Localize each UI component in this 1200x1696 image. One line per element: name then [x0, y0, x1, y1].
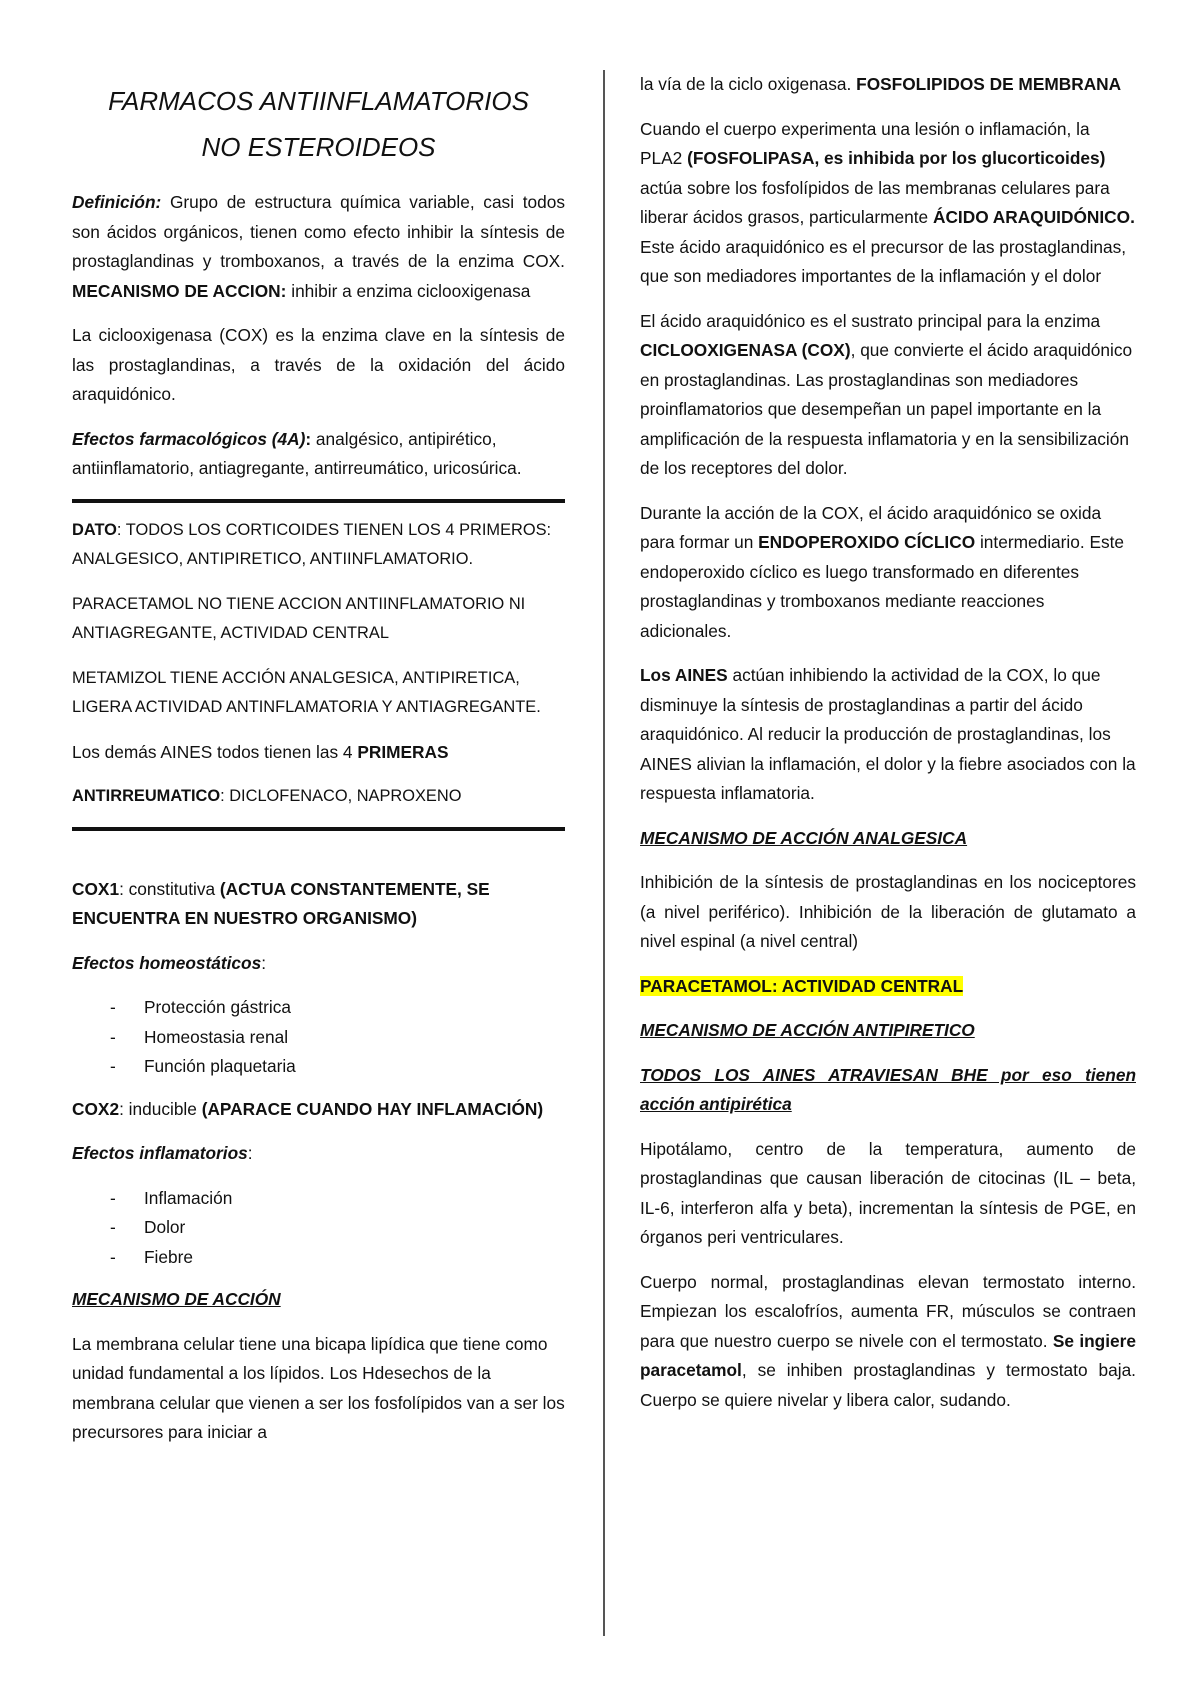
- lesion-paragraph: [640, 115, 1136, 292]
- effects-text: analgésico, antipirético, antiinflamatorio, antiagregante, antirreumático, uricosúrica.: [72, 428, 522, 478]
- section-divider-bottom: [72, 827, 565, 831]
- column-divider: [603, 70, 605, 1636]
- paracetamol-highlight-paragraph: [640, 972, 1136, 1002]
- during-text-a: Durante la acción de la COX, el ácido araquidónico se oxida para formar un: [640, 502, 1102, 552]
- continuation-text: la vía de la ciclo oxigenasa.: [640, 74, 857, 94]
- inflammatory-list: [72, 1184, 565, 1273]
- antipyretic-heading: MECANISMO DE ACCIÓN ANTIPIRETICO: [640, 1020, 975, 1040]
- dato-paragraph: [72, 516, 565, 575]
- cox2-bold: (APARACE CUANDO HAY INFLAMACIÓN): [201, 1098, 544, 1119]
- section-divider-top: [72, 499, 565, 503]
- mechanism-label: MECANISMO DE ACCION:: [72, 280, 287, 301]
- inflammatory-heading: [72, 1139, 565, 1169]
- paracetamol-highlight: PARACETAMOL: ACTIVIDAD CENTRAL: [640, 975, 964, 996]
- aines-bold: Los AINES: [640, 665, 728, 685]
- body-bold: Se ingiere paracetamol: [640, 1330, 1136, 1380]
- homeostatic-list: [72, 993, 565, 1082]
- inflammatory-colon: :: [247, 1143, 253, 1163]
- cox2-label: COX2: [72, 1098, 120, 1119]
- body-paragraph: [640, 1268, 1136, 1416]
- antirreumatico-label: ANTIRREUMATICO: [72, 787, 221, 805]
- aines-paragraph: [640, 661, 1136, 809]
- paracetamol-note: PARACETAMOL NO TIENE ACCION ANTIINFLAMATORIO NI ANTIAGREGANTE, ACTIVIDAD CENTRAL: [72, 594, 526, 642]
- title-line-1: FARMACOS ANTIINFLAMATORIOS: [108, 86, 529, 116]
- cox1-text: : constitutiva: [119, 878, 220, 899]
- substrate-text-a: El ácido araquidónico es el sustrato principal para la enzima: [640, 310, 1101, 331]
- definition-paragraph: [72, 188, 565, 306]
- body-text-a: Cuerpo normal, prostaglandinas elevan termostato interno. Empiezan los escalofríos, aumenta FR, músculos se contraen para que nuestro cuerpo se nivele con el termostato.: [640, 1271, 1136, 1351]
- body-text-b: , se inhiben prostaglandinas y termostato baja. Cuerpo se quiere nivelar y libera calor, sudando.: [640, 1360, 1136, 1410]
- definition-label: Definición:: [72, 192, 162, 212]
- list-item: - Función plaquetaria: [110, 1056, 296, 1076]
- left-column: [72, 72, 565, 1463]
- hypothalamus-paragraph: Hipotálamo, centro de la temperatura, aumento de prostaglandinas que causan liberación de citocinas (IL – beta, IL-6, interferon alfa y beta), incrementan la síntesis de PGE, en órganos peri ventriculares.: [640, 1138, 1136, 1247]
- homeostatic-colon: :: [261, 952, 266, 973]
- during-text-b: intermediario. Este endoperoxido cíclico es luego transformado en diferentes prostaglandinas y tromboxanos mediante reacciones adicionales.: [640, 532, 1125, 641]
- lesion-bold: (FOSFOLIPASA, es inhibida por los glucorticoides): [687, 148, 1106, 168]
- during-paragraph: [640, 499, 1136, 647]
- substrate-bold: CICLOOXIGENASA (COX): [640, 340, 851, 360]
- analgesic-paragraph: Inhibición de la síntesis de prostaglandinas en los nociceptores (a nivel periférico). Inhibición de la liberación de glutamato a nivel espinal (a nivel central): [640, 872, 1136, 951]
- antirreumatico-paragraph: [72, 782, 565, 812]
- substrate-text-b: , que convierte el ácido araquidónico en prostaglandinas. Las prostaglandinas son mediadores proinflamatorios que desempeñan un papel importante en la amplificación de la respuesta inflamatoria y en la sensibilización de los receptores del dolor.: [640, 340, 1133, 478]
- cox2-paragraph: [72, 1095, 565, 1125]
- metamizol-note: METAMIZOL TIENE ACCIÓN ANALGESICA, ANTIPIRETICA, LIGERA ACTIVIDAD ANTINFLAMATORIA Y ANTIAGREGANTE.: [72, 668, 541, 716]
- cox1-paragraph: [72, 875, 565, 934]
- effects-label: Efectos farmacológicos (4A): [72, 428, 306, 449]
- antirreumatico-text: : DICLOFENACO, NAPROXENO: [220, 787, 462, 805]
- list-item-text: Fiebre: [144, 1246, 193, 1267]
- list-item: - Protección gástrica: [110, 997, 291, 1017]
- title-line-2: NO ESTEROIDEOS: [201, 132, 436, 162]
- homeostatic-label: Efectos homeostáticos: [72, 952, 262, 973]
- substrate-paragraph: [640, 307, 1136, 484]
- aines-note: [72, 738, 565, 768]
- list-item-text: Función plaquetaria: [144, 1056, 296, 1076]
- continuation-paragraph: [640, 70, 1136, 100]
- inflammatory-label: Efectos inflamatorios: [72, 1143, 248, 1163]
- membrane-paragraph: La membrana celular tiene una bicapa lipídica que tiene como unidad fundamental a los lípidos. Los Hdesechos de la membrana celular que vienen a ser los fosfolípidos van a ser los precursores para iniciar a: [72, 1333, 565, 1442]
- lesion-text-a: Cuando el cuerpo experimenta una lesión o inflamación, la PLA2: [640, 118, 1090, 168]
- effects-colon: :: [305, 428, 312, 449]
- list-item-text: Homeostasia renal: [144, 1026, 289, 1047]
- cox2-text: : inducible: [119, 1098, 202, 1119]
- mechanism-text: inhibir a enzima ciclooxigenasa: [286, 280, 531, 301]
- effects-paragraph: [72, 425, 565, 484]
- bhe-heading: TODOS LOS AINES ATRAVIESAN BHE por eso tienen acción antipirética: [640, 1064, 1136, 1114]
- cox1-bold: (ACTUA CONSTANTEMENTE, SE ENCUENTRA EN NUESTRO ORGANISMO): [72, 878, 490, 928]
- continuation-bold: FOSFOLIPIDOS DE MEMBRANA: [856, 74, 1122, 94]
- list-item-text: Inflamación: [144, 1187, 233, 1208]
- lesion-bold-2: ÁCIDO ARAQUIDÓNICO.: [932, 207, 1135, 227]
- list-item: - Fiebre: [110, 1246, 193, 1267]
- aines-text: actúan inhibiendo la actividad de la COX, lo que disminuye la síntesis de prostaglandinas a partir del ácido araquidónico. Al reducir la producción de prostaglandinas, los AINES alivian la inflamación, el dolor y la fiebre asociados con la respuesta inflamatoria.: [640, 665, 1136, 803]
- cox1-label: COX1: [72, 878, 120, 899]
- dato-text: : TODOS LOS CORTICOIDES TIENEN LOS 4 PRIMEROS: ANALGESICO, ANTIPIRETICO, ANTIINFLAMATORIO.: [72, 520, 552, 568]
- aines-note-bold: PRIMERAS: [357, 741, 449, 762]
- list-item: - Homeostasia renal: [110, 1026, 289, 1047]
- aines-note-text: Los demás AINES todos tienen las 4: [72, 741, 358, 762]
- list-item-text: Protección gástrica: [144, 997, 291, 1017]
- document-title: [72, 78, 565, 170]
- dato-label: DATO: [72, 520, 117, 539]
- list-item: - Inflamación: [110, 1187, 233, 1208]
- list-item: - Dolor: [110, 1217, 186, 1237]
- homeostatic-heading: [72, 949, 565, 979]
- definition-text: Grupo de estructura química variable, casi todos son ácidos orgánicos, tienen como efecto inhibir la síntesis de prostaglandinas y tromboxanos, a través de la enzima COX.: [72, 192, 565, 271]
- during-bold: ENDOPEROXIDO CÍCLICO: [758, 532, 976, 552]
- list-item-text: Dolor: [144, 1217, 186, 1237]
- cox-paragraph: La ciclooxigenasa (COX) es la enzima clave en la síntesis de las prostaglandinas, a través de la oxidación del ácido araquidónico.: [72, 325, 565, 404]
- right-column: [640, 70, 1136, 1430]
- mechanism-heading: MECANISMO DE ACCIÓN: [72, 1289, 281, 1309]
- lesion-text-c: Este ácido araquidónico es el precursor de las prostaglandinas, que son mediadores importantes de la inflamación y el dolor: [640, 236, 1127, 286]
- lesion-text-b: actúa sobre los fosfolípidos de las membranas celulares para liberar ácidos grasos, particularmente: [640, 177, 1110, 227]
- analgesic-heading: MECANISMO DE ACCIÓN ANALGESICA: [640, 827, 968, 848]
